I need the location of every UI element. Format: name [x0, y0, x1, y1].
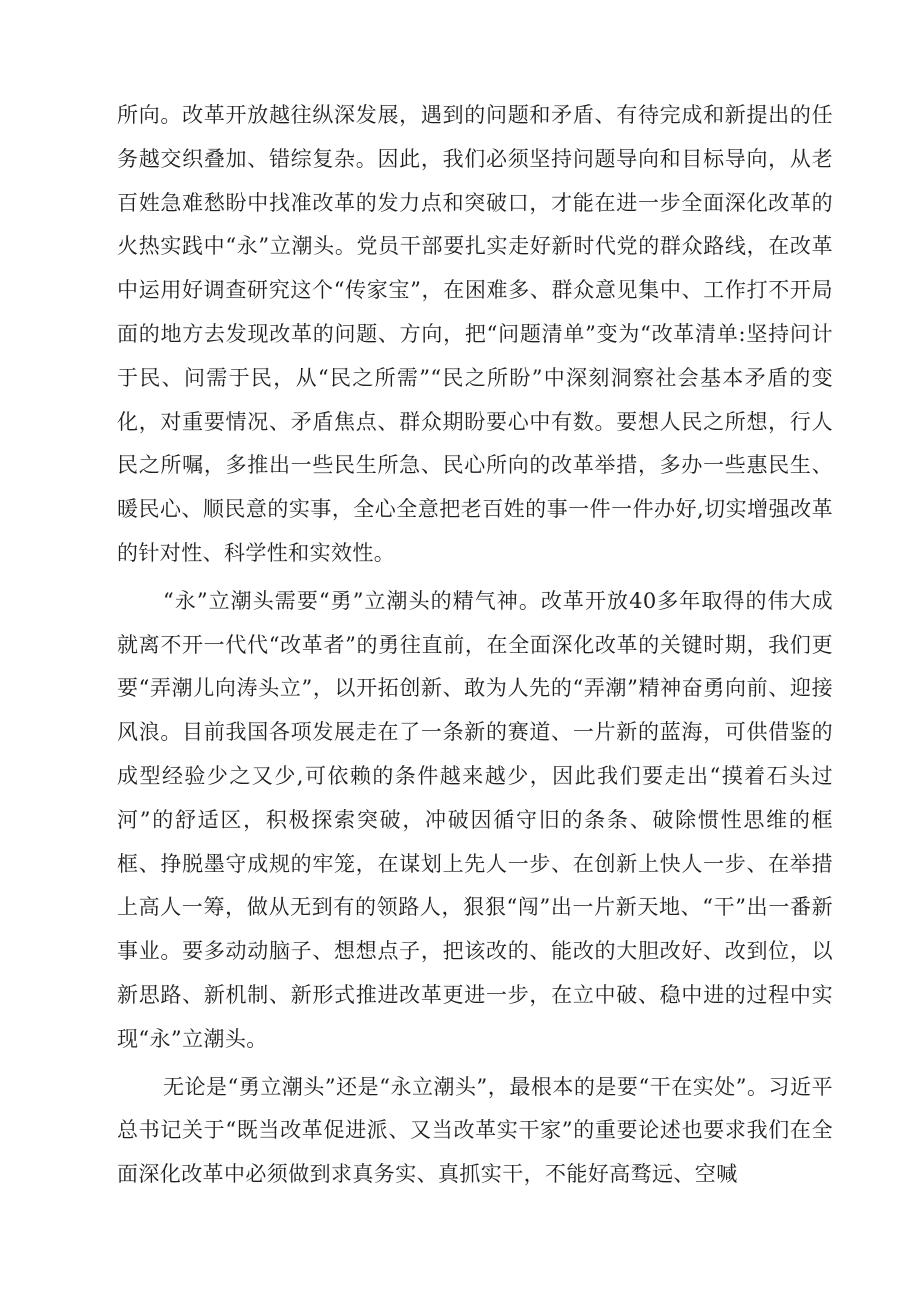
document-body — [117, 94, 833, 1197]
paragraph-1: 所向。改革开放越往纵深发展，遇到的问题和矛盾、有待完成和新提出的任务越交织叠加、错综复杂。因此，我们必须坚持问题导向和目标导向，从老百姓急难愁盼中找准改革的发力点和突破口，才能在进一步全面深化改革的火热实践中“永”立潮头。党员干部要扎实走好新时代党的群众路线，在改革中运用好调查研究这个“传家宝”，在困难多、群众意见集中、工作打不开局面的地方去发现改革的问题、方向，把“问题清单”变为“改革清单:坚持问计于民、问需于民，从“民之所需”“民之所盼”中深刻洞察社会基本矛盾的变化，对重要情况、矛盾焦点、群众期盼要心中有数。要想人民之所想，行人民之所嘱，多推出一些民生所急、民心所向的改革举措，多办一些惠民生、暖民心、顺民意的实事，全心全意把老百姓的事一件一件办好,切实增强改革的针对性、科学性和实效性。 — [117, 103, 833, 565]
paragraph-2: “永”立潮头需要“勇”立潮头的精气神。改革开放40多年取得的伟大成就离不开一代代“改革者”的勇往直前，在全面深化改革的关键时期，我们更要“弄潮儿向涛头立”，以开拓创新、敢为人先的“弄潮”精神奋勇向前、迎接风浪。目前我国各项发展走在了一条新的赛道、一片新的蓝海，可供借鉴的成型经验少之又少,可依赖的条件越来越少，因此我们要走出“摸着石头过河”的舒适区，积极探索突破，冲破因循守旧的条条、破除惯性思维的框框、挣脱墨守成规的牢笼，在谋划上先人一步、在创新上快人一步、在举措上高人一筹，做从无到有的领路人，狠狠“闯”出一片新天地、“干”出一番新事业。要多动动脑子、想想点子，把该改的、能改的大胆改好、改到位，以新思路、新机制、新形式推进改革更进一步，在立中破、稳中进的过程中实现“永”立潮头。 — [117, 588, 833, 1051]
paragraph-3: 无论是“勇立潮头”还是“永立潮头”，最根本的是要“干在实处”。习近平总书记关于“既当改革促进派、又当改革实干家”的重要论述也要求我们在全面深化改革中必须做到求真务实、真抓实干，不能好高骛远、空喊 — [117, 1074, 833, 1187]
